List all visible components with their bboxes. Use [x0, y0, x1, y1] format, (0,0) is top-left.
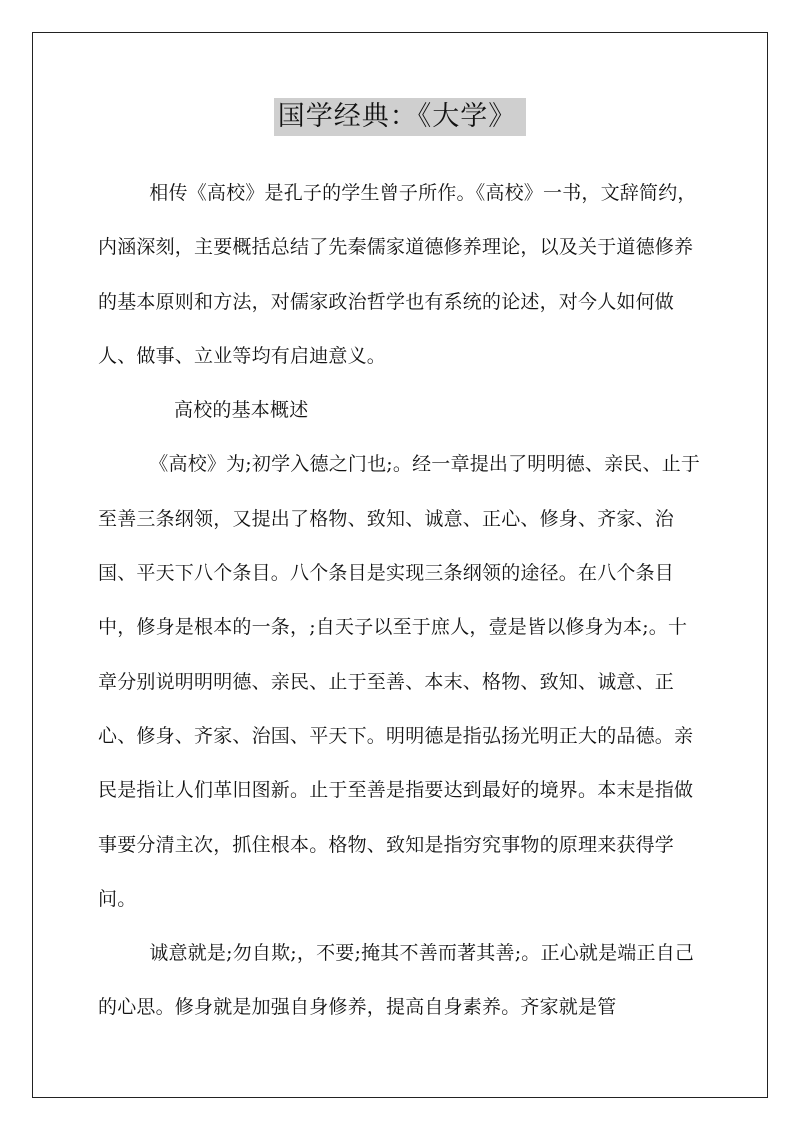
- explanation-paragraph: 诚意就是;勿自欺;，不要;掩其不善而著其善;。正心就是端正自己的心思。修身就是加强自身修养，提高自身素养。齐家就是管: [98, 942, 695, 1019]
- document-body: [98, 166, 704, 1035]
- section-heading: 高校的基本概述: [174, 399, 309, 422]
- intro-paragraph: 相传《高校》是孔子的学生曾子所作。《高校》一书，文辞简约，内涵深刻，主要概括总结了先秦儒家道德修养理论，以及关于道德修养的基本原则和方法，对儒家政治哲学也有系统的论述，对今人如何做人、做事、立业等均有启迪意义。: [98, 182, 697, 367]
- overview-paragraph: 《高校》为;初学入德之门也;。经一章提出了明明德、亲民、止于至善三条纲领，又提出了格物、致知、诚意、正心、修身、齐家、治国、平天下八个条目。八个条目是实现三条纲领的途径。在八个条目中，修身是根本的一条，;自天子以至于庶人，壹是皆以修身为本;。十章分别说明明明德、亲民、止于至善、本末、格物、致知、诚意、正心、修身、齐家、治国、平天下。明明德是指弘扬光明正大的品德。亲民是指让人们革旧图新。止于至善是指要达到最好的境界。本末是指做事要分清主次，抓住根本。格物、致知是指穷究事物的原理来获得学问。: [98, 453, 701, 910]
- document-title: 国学经典：《大学》: [274, 98, 527, 136]
- title-container: [0, 98, 800, 136]
